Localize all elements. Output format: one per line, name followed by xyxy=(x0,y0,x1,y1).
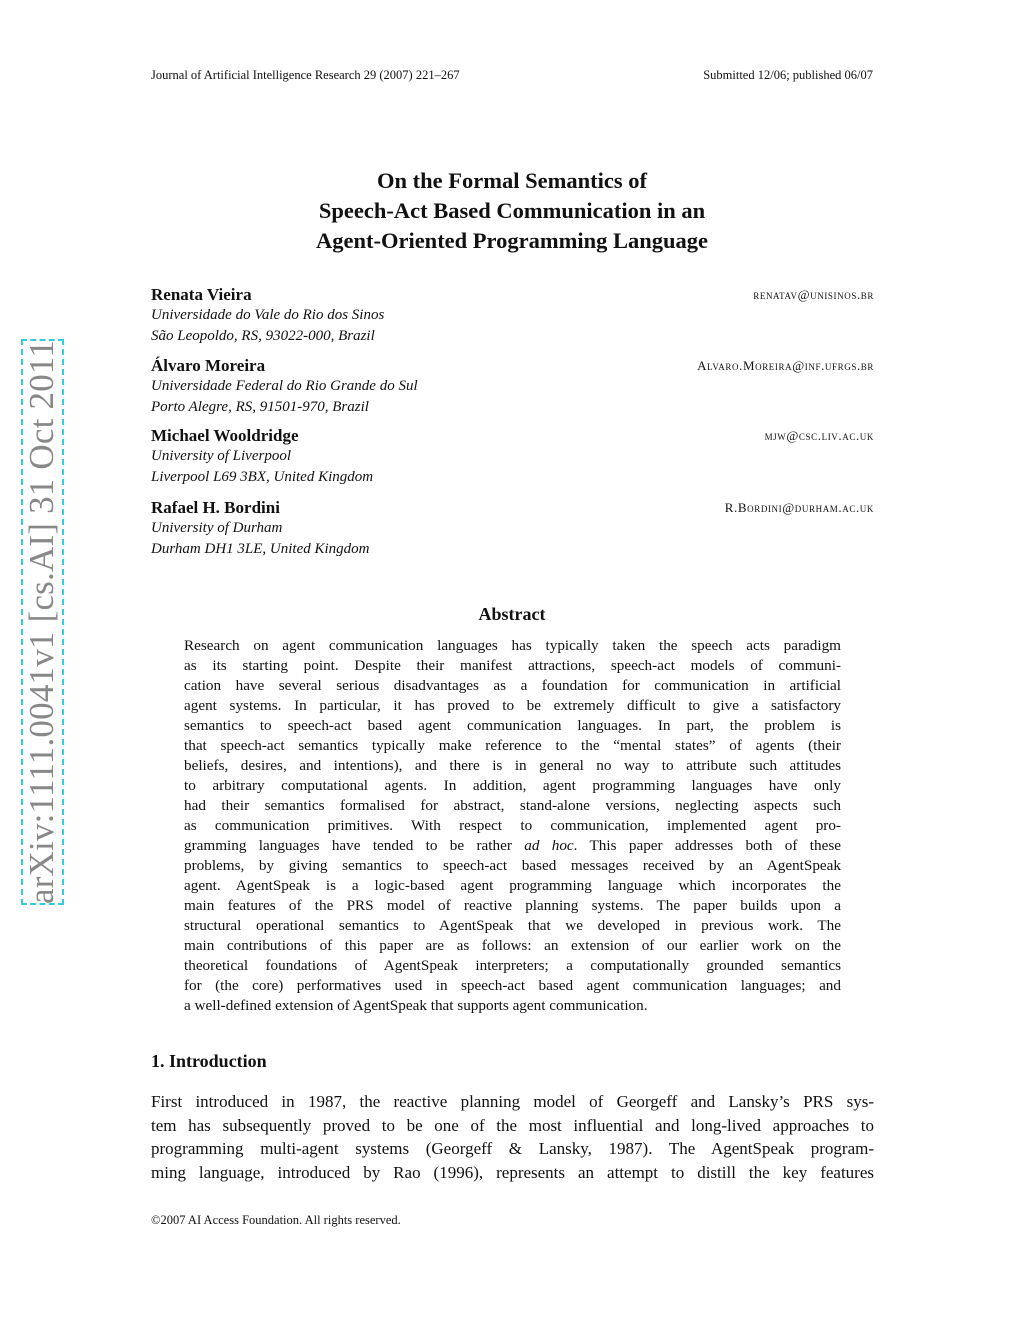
abstract-line: agent systems. In particular, it has proved to be extremely difficult to give a satisfactory xyxy=(184,697,841,714)
abstract-line: that speech-act semantics typically make reference to the “mental states” of agents (their xyxy=(184,737,841,754)
abstract-line: for (the core) performatives used in speech-act based agent communication languages; and xyxy=(184,977,841,994)
abstract-line: structural operational semantics to AgentSpeak that we developed in previous work. The xyxy=(184,917,841,934)
author-affiliation: University of Liverpool xyxy=(151,448,291,464)
abstract-line: semantics to speech-act based agent communication languages. In part, the problem is xyxy=(184,717,841,734)
title-line-1: On the Formal Semantics of xyxy=(377,168,647,193)
abstract-line: theoretical foundations of AgentSpeak interpreters; a computationally grounded semantics xyxy=(184,957,841,974)
abstract-line: as its starting point. Despite their manifest attractions, speech-act models of communi- xyxy=(184,657,841,674)
author-email[interactable]: mjw@csc.liv.ac.uk xyxy=(764,428,874,443)
abstract-line: main contributions of this paper are as follows: an extension of our earlier work on the xyxy=(184,937,841,954)
abstract-line: problems, by giving semantics to speech-act based messages received by an AgentSpeak xyxy=(184,857,841,874)
author-name: Rafael H. Bordini xyxy=(151,498,280,517)
abstract-line: main features of the PRS model of reactive planning systems. The paper builds upon a xyxy=(184,897,841,914)
author-block xyxy=(151,356,874,418)
author-name: Michael Wooldridge xyxy=(151,426,299,445)
paragraph-line: tem has subsequently proved to be one of the most influential and long-lived approaches to xyxy=(151,1115,874,1135)
author-address: São Leopoldo, RS, 93022-000, Brazil xyxy=(151,328,375,344)
abstract-body xyxy=(184,636,841,1016)
author-name: Renata Vieira xyxy=(151,285,252,304)
author-affiliation: Universidade do Vale do Rio dos Sinos xyxy=(151,307,385,323)
title-line-2: Speech-Act Based Communication in an xyxy=(318,198,706,223)
author-block xyxy=(151,426,874,488)
arxiv-stamp-text[interactable]: arXiv:1111.0041v1 [cs.AI] 31 Oct 2011 xyxy=(22,339,61,905)
author-email[interactable]: renatav@unisinos.br xyxy=(753,287,874,302)
author-address: Porto Alegre, RS, 91501-970, Brazil xyxy=(151,399,369,415)
abstract-line: as communication primitives. With respect to communication, implemented agent pro- xyxy=(184,817,841,834)
abstract-line: gramming languages have tended to be rather ad hoc. This paper addresses both of these xyxy=(184,837,841,854)
paper-title xyxy=(0,166,1024,256)
author-block xyxy=(151,498,874,560)
submission-header: Submitted 12/06; published 06/07 xyxy=(703,68,873,82)
abstract-heading: Abstract xyxy=(478,604,546,624)
paragraph-line: First introduced in 1987, the reactive planning model of Georgeff and Lansky’s PRS sys- xyxy=(151,1092,874,1111)
paragraph-line: programming multi-agent systems (Georgeff & Lansky, 1987). The AgentSpeak program- xyxy=(151,1139,874,1158)
paragraph-line: ming language, introduced by Rao (1996), represents an attempt to distill the key features xyxy=(151,1162,874,1182)
abstract-line: a well-defined extension of AgentSpeak that supports agent communication. xyxy=(184,997,648,1014)
author-block xyxy=(151,285,874,347)
author-name: Álvaro Moreira xyxy=(151,356,266,375)
abstract-line: to arbitrary computational agents. In addition, agent programming languages have only xyxy=(184,777,841,794)
journal-header: Journal of Artificial Intelligence Research 29 (2007) 221–267 xyxy=(151,68,460,82)
abstract-line: beliefs, desires, and intentions), and there is in general no way to attribute such attitudes xyxy=(184,757,841,774)
abstract-line: cation have several serious disadvantages as a foundation for communication in artificial xyxy=(184,677,841,694)
author-email[interactable]: Alvaro.Moreira@inf.ufrgs.br xyxy=(697,358,874,373)
author-address: Durham DH1 3LE, United Kingdom xyxy=(151,541,370,557)
author-address: Liverpool L69 3BX, United Kingdom xyxy=(151,469,374,485)
author-email[interactable]: R.Bordini@durham.ac.uk xyxy=(724,500,874,515)
author-affiliation: University of Durham xyxy=(151,520,283,536)
abstract-line: agent. AgentSpeak is a logic-based agent programming language which incorporates the xyxy=(184,877,841,894)
title-line-3: Agent-Oriented Programming Language xyxy=(315,228,709,253)
abstract-line: had their semantics formalised for abstract, stand-alone versions, neglecting aspects such xyxy=(184,797,841,814)
introduction-body xyxy=(151,1090,874,1184)
abstract-line: Research on agent communication languages has typically taken the speech acts paradigm xyxy=(184,637,841,654)
section-heading-introduction: 1. Introduction xyxy=(151,1051,267,1071)
copyright-footer: ©2007 AI Access Foundation. All rights reserved. xyxy=(151,1213,401,1227)
author-affiliation: Universidade Federal do Rio Grande do Sul xyxy=(151,378,418,394)
